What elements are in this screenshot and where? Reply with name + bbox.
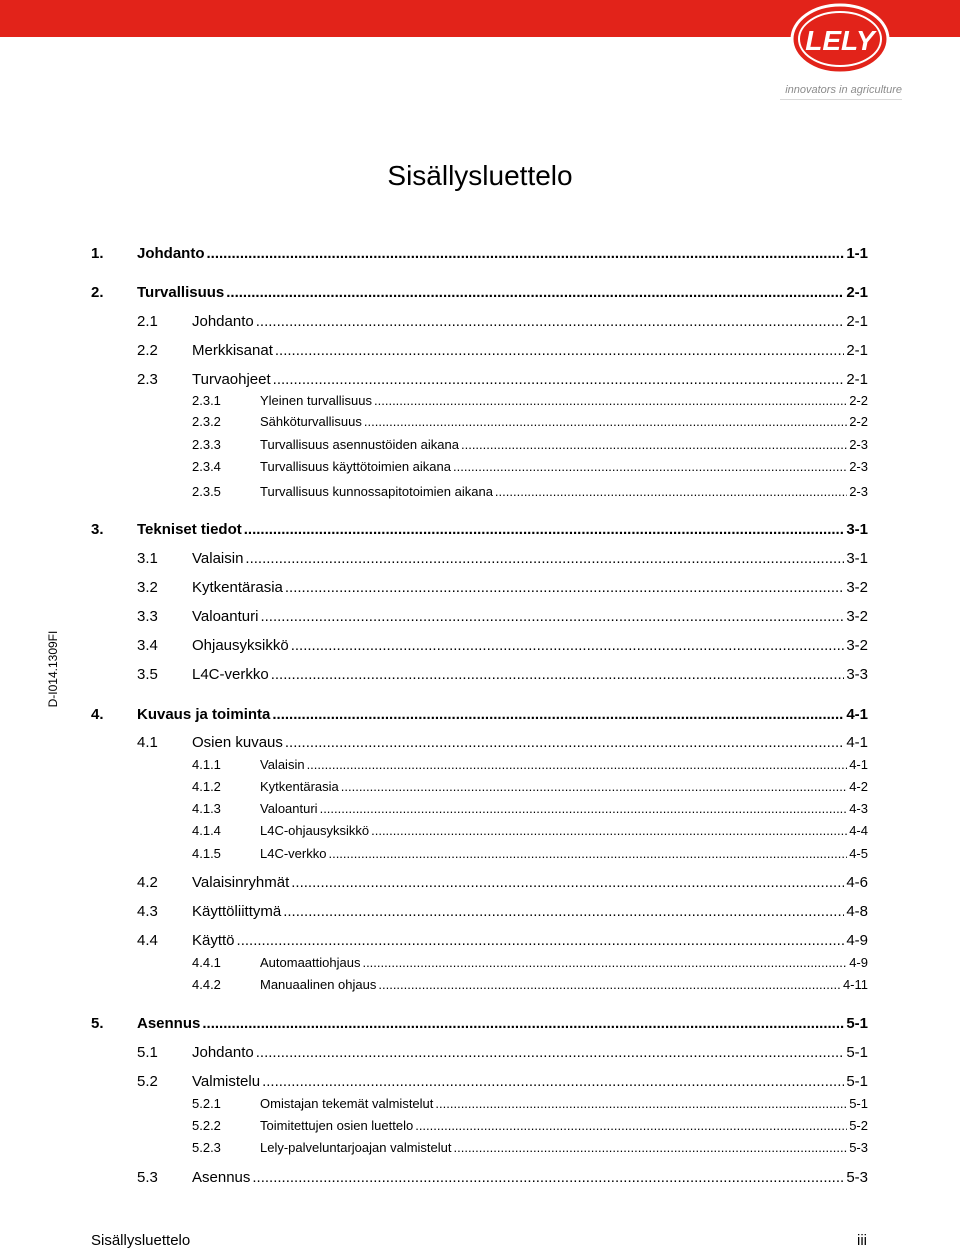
toc-entry-page: 5-2 <box>849 1118 868 1133</box>
toc-dot-leader <box>341 779 847 794</box>
toc-entry-title: Toimitettujen osien luettelo <box>260 1118 414 1133</box>
toc-entry-number: 2. <box>91 284 104 301</box>
toc-entry-page: 3-2 <box>846 637 868 654</box>
toc-entry-title: Käyttöliittymä <box>192 903 282 920</box>
toc-dot-leader <box>453 459 847 474</box>
toc-entry-title: Lely-palveluntarjoajan valmistelut <box>260 1140 452 1155</box>
toc-entry-number: 5.1 <box>137 1044 158 1061</box>
toc-entry-number: 4. <box>91 706 104 723</box>
toc-entry[interactable] <box>192 801 868 816</box>
toc-entry[interactable] <box>192 484 868 499</box>
toc-entry-page: 5-3 <box>849 1140 868 1155</box>
toc-dot-leader <box>374 393 847 408</box>
toc-entry[interactable] <box>137 1073 868 1090</box>
toc-entry[interactable] <box>192 779 868 794</box>
toc-entry-page: 4-4 <box>849 823 868 838</box>
toc-entry-number: 3.1 <box>137 550 158 567</box>
toc-entry-page: 3-1 <box>846 521 868 538</box>
toc-entry-page: 5-1 <box>846 1073 868 1090</box>
toc-entry-number: 4.1.5 <box>192 846 221 861</box>
toc-entry-page: 2-3 <box>849 484 868 499</box>
toc-entry-page: 4-11 <box>842 977 868 992</box>
toc-entry-page: 2-3 <box>849 437 868 452</box>
toc-entry[interactable] <box>192 393 868 408</box>
toc-entry-title: Johdanto <box>137 245 205 262</box>
toc-dot-leader <box>378 977 841 992</box>
footer-section-name: Sisällysluettelo <box>91 1232 191 1249</box>
toc-entry-page: 4-1 <box>849 757 868 772</box>
toc-entry[interactable] <box>192 757 868 772</box>
toc-entry-number: 4.2 <box>137 874 158 891</box>
toc-entry-page: 4-3 <box>849 801 868 816</box>
toc-entry-number: 4.1.4 <box>192 823 221 838</box>
toc-entry[interactable] <box>91 521 868 538</box>
toc-entry-page: 4-1 <box>846 734 868 751</box>
toc-entry-title: Valoanturi <box>260 801 318 816</box>
toc-entry[interactable] <box>137 1169 868 1186</box>
toc-entry-page: 2-2 <box>849 414 868 429</box>
toc-dot-leader <box>207 245 845 262</box>
toc-dot-leader <box>244 521 845 538</box>
toc-dot-leader <box>285 734 844 751</box>
toc-entry[interactable] <box>137 903 868 920</box>
toc-entry-number: 3.4 <box>137 637 158 654</box>
toc-entry-page: 2-1 <box>846 371 868 388</box>
toc-dot-leader <box>435 1096 847 1111</box>
toc-entry-title: Valoanturi <box>192 608 259 625</box>
toc-entry[interactable] <box>192 977 868 992</box>
toc-entry-page: 4-5 <box>849 846 868 861</box>
toc-entry-page: 3-3 <box>846 666 868 683</box>
toc-entry-number: 5.2.1 <box>192 1096 221 1111</box>
toc-dot-leader <box>271 666 845 683</box>
toc-dot-leader <box>328 846 847 861</box>
toc-entry-number: 4.1.3 <box>192 801 221 816</box>
toc-entry-page: 4-6 <box>846 874 868 891</box>
toc-entry-number: 5.3 <box>137 1169 158 1186</box>
toc-entry-number: 4.1.1 <box>192 757 221 772</box>
toc-entry-page: 2-1 <box>846 284 868 301</box>
toc-entry[interactable] <box>137 932 868 949</box>
toc-dot-leader <box>285 579 844 596</box>
toc-entry-number: 2.3.2 <box>192 414 221 429</box>
toc-entry-page: 3-2 <box>846 608 868 625</box>
toc-entry[interactable] <box>137 734 868 751</box>
toc-entry-title: Turvallisuus kunnossapitotoimien aikana <box>260 484 493 499</box>
toc-entry-page: 3-1 <box>846 550 868 567</box>
toc-entry[interactable] <box>192 459 868 474</box>
toc-entry-number: 3.3 <box>137 608 158 625</box>
toc-entry-number: 3.5 <box>137 666 158 683</box>
toc-dot-leader <box>415 1118 847 1133</box>
toc-entry-number: 5.2 <box>137 1073 158 1090</box>
toc-dot-leader <box>495 484 847 499</box>
toc-entry-title: Valaisin <box>260 757 305 772</box>
toc-dot-leader <box>275 342 844 359</box>
toc-entry-page: 4-1 <box>846 706 868 723</box>
toc-entry-title: Valmistelu <box>192 1073 261 1090</box>
toc-dot-leader <box>226 284 844 301</box>
toc-entry-title: Tekniset tiedot <box>137 521 242 538</box>
toc-entry[interactable] <box>91 245 868 262</box>
toc-entry-title: L4C-verkko <box>192 666 269 683</box>
toc-entry-number: 2.3.1 <box>192 393 221 408</box>
toc-dot-leader <box>307 757 848 772</box>
toc-entry-page: 2-1 <box>846 342 868 359</box>
toc-entry-number: 4.4 <box>137 932 158 949</box>
toc-entry[interactable] <box>192 846 868 861</box>
toc-entry[interactable] <box>192 823 868 838</box>
toc-entry-number: 3. <box>91 521 104 538</box>
toc-entry-title: Turvallisuus käyttötoimien aikana <box>260 459 451 474</box>
toc-entry-page: 5-1 <box>849 1096 868 1111</box>
toc-entry-number: 4.4.1 <box>192 955 221 970</box>
toc-entry-number: 2.3 <box>137 371 158 388</box>
toc-entry-number: 5.2.3 <box>192 1140 221 1155</box>
toc-entry[interactable] <box>91 706 868 723</box>
toc-dot-leader <box>320 801 848 816</box>
toc-dot-leader <box>291 637 845 654</box>
toc-dot-leader <box>454 1140 848 1155</box>
toc-entry[interactable] <box>137 874 868 891</box>
toc-entry-page: 5-1 <box>846 1044 868 1061</box>
toc-entry-number: 5.2.2 <box>192 1118 221 1133</box>
toc-entry[interactable] <box>192 1096 868 1111</box>
brand-tagline: innovators in agriculture <box>785 84 902 96</box>
toc-entry-page: 2-1 <box>846 313 868 330</box>
toc-entry-page: 4-9 <box>849 955 868 970</box>
toc-entry-title: Kytkentärasia <box>260 779 339 794</box>
toc-entry[interactable] <box>192 414 868 429</box>
toc-entry-number: 4.1.2 <box>192 779 221 794</box>
footer-page-number: iii <box>857 1232 867 1249</box>
toc-entry-title: L4C-verkko <box>260 846 327 861</box>
toc-dot-leader <box>256 1044 845 1061</box>
toc-entry-number: 4.3 <box>137 903 158 920</box>
toc-dot-leader <box>262 1073 844 1090</box>
toc-dot-leader <box>252 1169 844 1186</box>
page-title: Sisällysluettelo <box>387 160 573 191</box>
toc-entry-title: Käyttö <box>192 932 235 949</box>
toc-entry[interactable] <box>137 1044 868 1061</box>
toc-entry-title: Automaattiohjaus <box>260 955 361 970</box>
toc-dot-leader <box>362 955 847 970</box>
toc-entry-number: 5. <box>91 1015 104 1032</box>
toc-entry-title: Johdanto <box>192 313 254 330</box>
toc-entry-title: Yleinen turvallisuus <box>260 393 373 408</box>
toc-dot-leader <box>371 823 847 838</box>
toc-entry-number: 2.3.3 <box>192 437 221 452</box>
toc-entry-title: Valaisin <box>192 550 244 567</box>
toc-entry-title: Turvaohjeet <box>192 371 271 388</box>
toc-entry-number: 2.1 <box>137 313 158 330</box>
toc-entry-title: Ohjausyksikkö <box>192 637 289 654</box>
toc-entry[interactable] <box>137 342 868 359</box>
toc-entry-number: 4.4.2 <box>192 977 221 992</box>
toc-dot-leader <box>283 903 844 920</box>
toc-entry-title: Osien kuvaus <box>192 734 283 751</box>
toc-entry-title: Valaisinryhmät <box>192 874 290 891</box>
toc-dot-leader <box>237 932 845 949</box>
toc-entry-page: 2-3 <box>849 459 868 474</box>
toc-dot-leader <box>272 706 844 723</box>
toc-entry[interactable] <box>137 550 868 567</box>
logo-wordmark: LELY <box>805 25 875 56</box>
toc-entry-title: Merkkisanat <box>192 342 273 359</box>
document-code: D-I014.1309FI <box>46 630 60 708</box>
toc-dot-leader <box>202 1015 844 1032</box>
toc-entry-title: Turvallisuus <box>137 284 225 301</box>
toc-entry-title: L4C-ohjausyksikkö <box>260 823 370 838</box>
toc-entry-number: 3.2 <box>137 579 158 596</box>
toc-entry-title: Manuaalinen ohjaus <box>260 977 377 992</box>
toc-entry-title: Omistajan tekemät valmistelut <box>260 1096 434 1111</box>
toc-entry[interactable] <box>137 371 868 388</box>
toc-entry-title: Kytkentärasia <box>192 579 283 596</box>
toc-dot-leader <box>461 437 847 452</box>
toc-entry[interactable] <box>192 1140 868 1155</box>
toc-entry[interactable] <box>137 313 868 330</box>
toc-entry-page: 4-2 <box>849 779 868 794</box>
toc-entry[interactable] <box>91 284 868 301</box>
toc-entry-page: 5-1 <box>846 1015 868 1032</box>
toc-entry-page: 5-3 <box>846 1169 868 1186</box>
toc-entry-number: 1. <box>91 245 104 262</box>
toc-entry-title: Kuvaus ja toiminta <box>137 706 271 723</box>
toc-entry-page: 2-2 <box>849 393 868 408</box>
toc-entry[interactable] <box>91 1015 868 1032</box>
toc-dot-leader <box>273 371 845 388</box>
toc-entry-page: 4-8 <box>846 903 868 920</box>
toc-dot-leader <box>256 313 845 330</box>
toc-dot-leader <box>260 608 844 625</box>
toc-entry-page: 4-9 <box>846 932 868 949</box>
toc-entry-title: Turvallisuus asennustöiden aikana <box>260 437 459 452</box>
toc-entry-title: Sähköturvallisuus <box>260 414 362 429</box>
toc-dot-leader <box>364 414 847 429</box>
toc-entry-title: Asennus <box>192 1169 251 1186</box>
toc-entry[interactable] <box>137 608 868 625</box>
toc-entry[interactable] <box>137 666 868 683</box>
toc-entry-title: Asennus <box>137 1015 201 1032</box>
toc-entry-title: Johdanto <box>192 1044 254 1061</box>
toc-dot-leader <box>291 874 844 891</box>
toc-entry[interactable] <box>137 579 868 596</box>
toc-entry-page: 1-1 <box>846 245 868 262</box>
toc-entry-page: 3-2 <box>846 579 868 596</box>
toc-entry-number: 2.3.5 <box>192 484 221 499</box>
toc-entry[interactable] <box>192 1118 868 1133</box>
toc-entry-number: 2.2 <box>137 342 158 359</box>
toc-entry[interactable] <box>192 955 868 970</box>
toc-entry[interactable] <box>137 637 868 654</box>
toc-entry-number: 2.3.4 <box>192 459 221 474</box>
toc-entry[interactable] <box>192 437 868 452</box>
toc-entry-number: 4.1 <box>137 734 158 751</box>
toc-dot-leader <box>245 550 844 567</box>
